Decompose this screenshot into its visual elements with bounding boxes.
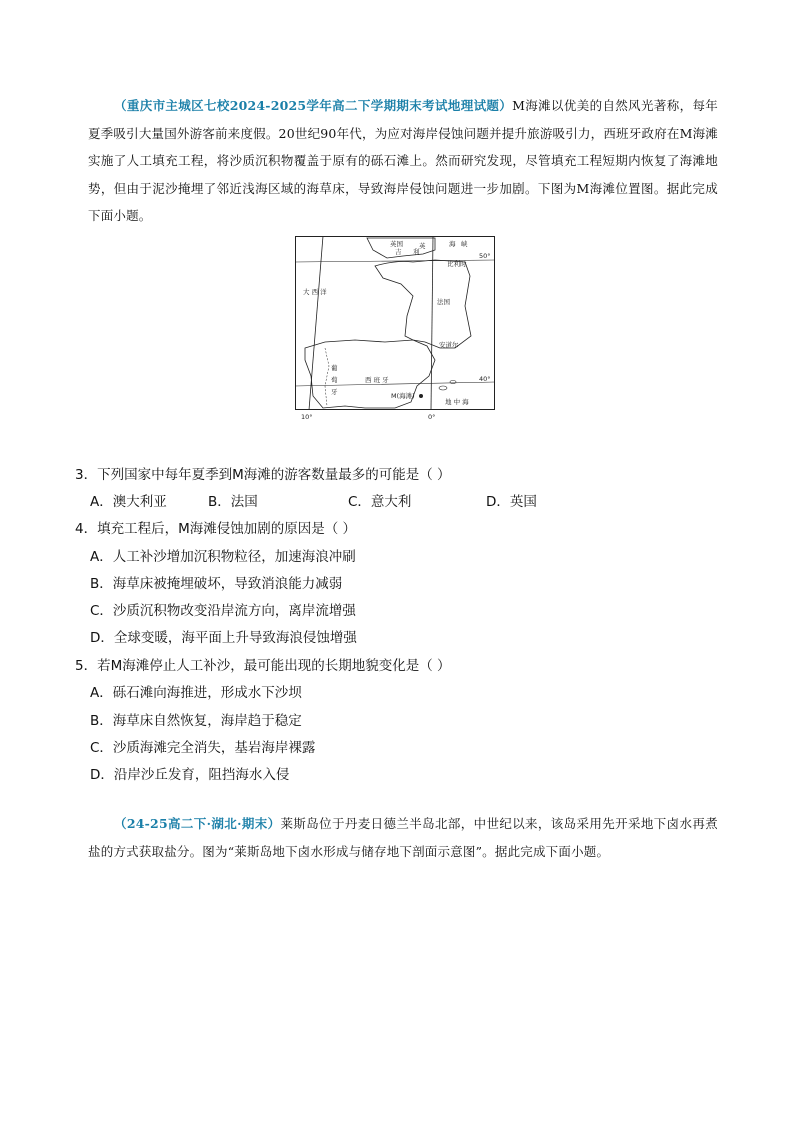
intro-text-2: 莱斯岛位于丹麦日德兰半岛北部，中世纪以来，该岛采用先开采地下卤水再煮盐的方式获取盐分。图为“莱斯岛地下卤水形成与储存地下剖面示意图”。据此完成下面小题。 bbox=[88, 816, 718, 859]
label-channel-c: 利 bbox=[413, 248, 420, 256]
label-mediterranean: 地 中 海 bbox=[445, 398, 469, 406]
label-channel-d: 海 bbox=[449, 240, 456, 248]
label-uk: 英国 bbox=[390, 240, 403, 248]
question-5-option-d: D．沿岸沙丘发育，阻挡海水入侵 bbox=[90, 767, 290, 783]
label-lon-10: 10° bbox=[301, 413, 313, 421]
label-beach: M(海滩) bbox=[391, 392, 415, 400]
question-3-option-a: A．澳大利亚 bbox=[90, 494, 167, 510]
source-citation-1: （重庆市主城区七校2024-2025学年高二下学期期末考试地理试题） bbox=[114, 98, 513, 113]
label-lat-50: 50° bbox=[479, 252, 491, 260]
label-andorra: 安道尔 bbox=[439, 341, 459, 349]
question-3-stem: 3．下列国家中每年夏季到M海滩的游客数量最多的可能是（ ） bbox=[75, 467, 451, 483]
intro-paragraph-1 bbox=[88, 92, 718, 230]
label-portugal-a: 葡 bbox=[331, 364, 338, 372]
question-4-option-c: C．沙质沉积物改变沿岸流方向，离岸流增强 bbox=[90, 603, 356, 619]
question-3-option-d: D．英国 bbox=[486, 494, 537, 510]
question-3-option-b: B．法国 bbox=[208, 494, 258, 510]
location-map bbox=[295, 236, 495, 421]
question-5-stem: 5．若M海滩停止人工补沙，最可能出现的长期地貌变化是（ ） bbox=[75, 658, 451, 674]
label-spain: 西 班 牙 bbox=[365, 376, 389, 384]
question-4-stem: 4．填充工程后，M海滩侵蚀加剧的原因是（ ） bbox=[75, 521, 357, 537]
question-5-option-b: B．海草床自然恢复，海岸趋于稳定 bbox=[90, 713, 302, 729]
source-citation-2: （24-25高二下·湖北·期末） bbox=[114, 816, 281, 831]
label-lat-40: 40° bbox=[479, 375, 491, 383]
label-channel-e: 峡 bbox=[461, 240, 468, 248]
question-5-option-c: C．沙质海滩完全消失，基岩海岸裸露 bbox=[90, 740, 316, 756]
question-4-option-a: A．人工补沙增加沉积物粒径，加速海浪冲刷 bbox=[90, 549, 356, 565]
question-5-option-a: A．砾石滩向海推进，形成水下沙坝 bbox=[90, 685, 302, 701]
question-4-option-d: D．全球变暖，海平面上升导致海浪侵蚀增强 bbox=[90, 630, 357, 646]
label-france: 法国 bbox=[437, 298, 450, 306]
label-portugal-b: 萄 bbox=[331, 376, 338, 384]
label-channel-b: 吉 bbox=[395, 248, 402, 256]
label-lon-0: 0° bbox=[428, 413, 436, 421]
label-channel-a: 英 bbox=[419, 242, 426, 250]
label-portugal-c: 牙 bbox=[331, 388, 338, 396]
label-belgium: 比利时 bbox=[447, 260, 467, 268]
label-atlantic: 大 西 洋 bbox=[303, 288, 327, 296]
intro-text-1: M海滩以优美的自然风光著称，每年夏季吸引大量国外游客前来度假。20世纪90年代，为应对海岸侵蚀问题并提升旅游吸引力，西班牙政府在M海滩实施了人工填充工程，将沙质沉积物覆盖于原有的砾石滩上。然而研究发现，尽管填充工程短期内恢复了海滩地势，但由于泥沙掩埋了邻近浅海区域的海草床，导致海岸侵蚀问题进一步加剧。下图为M海滩位置图。据此完成下面小题。 bbox=[88, 98, 719, 223]
question-4-option-b: B．海草床被掩埋破坏，导致消浪能力减弱 bbox=[90, 576, 343, 592]
question-3-option-c: C．意大利 bbox=[348, 494, 412, 510]
intro-paragraph-2 bbox=[88, 810, 718, 865]
beach-marker bbox=[419, 394, 423, 398]
